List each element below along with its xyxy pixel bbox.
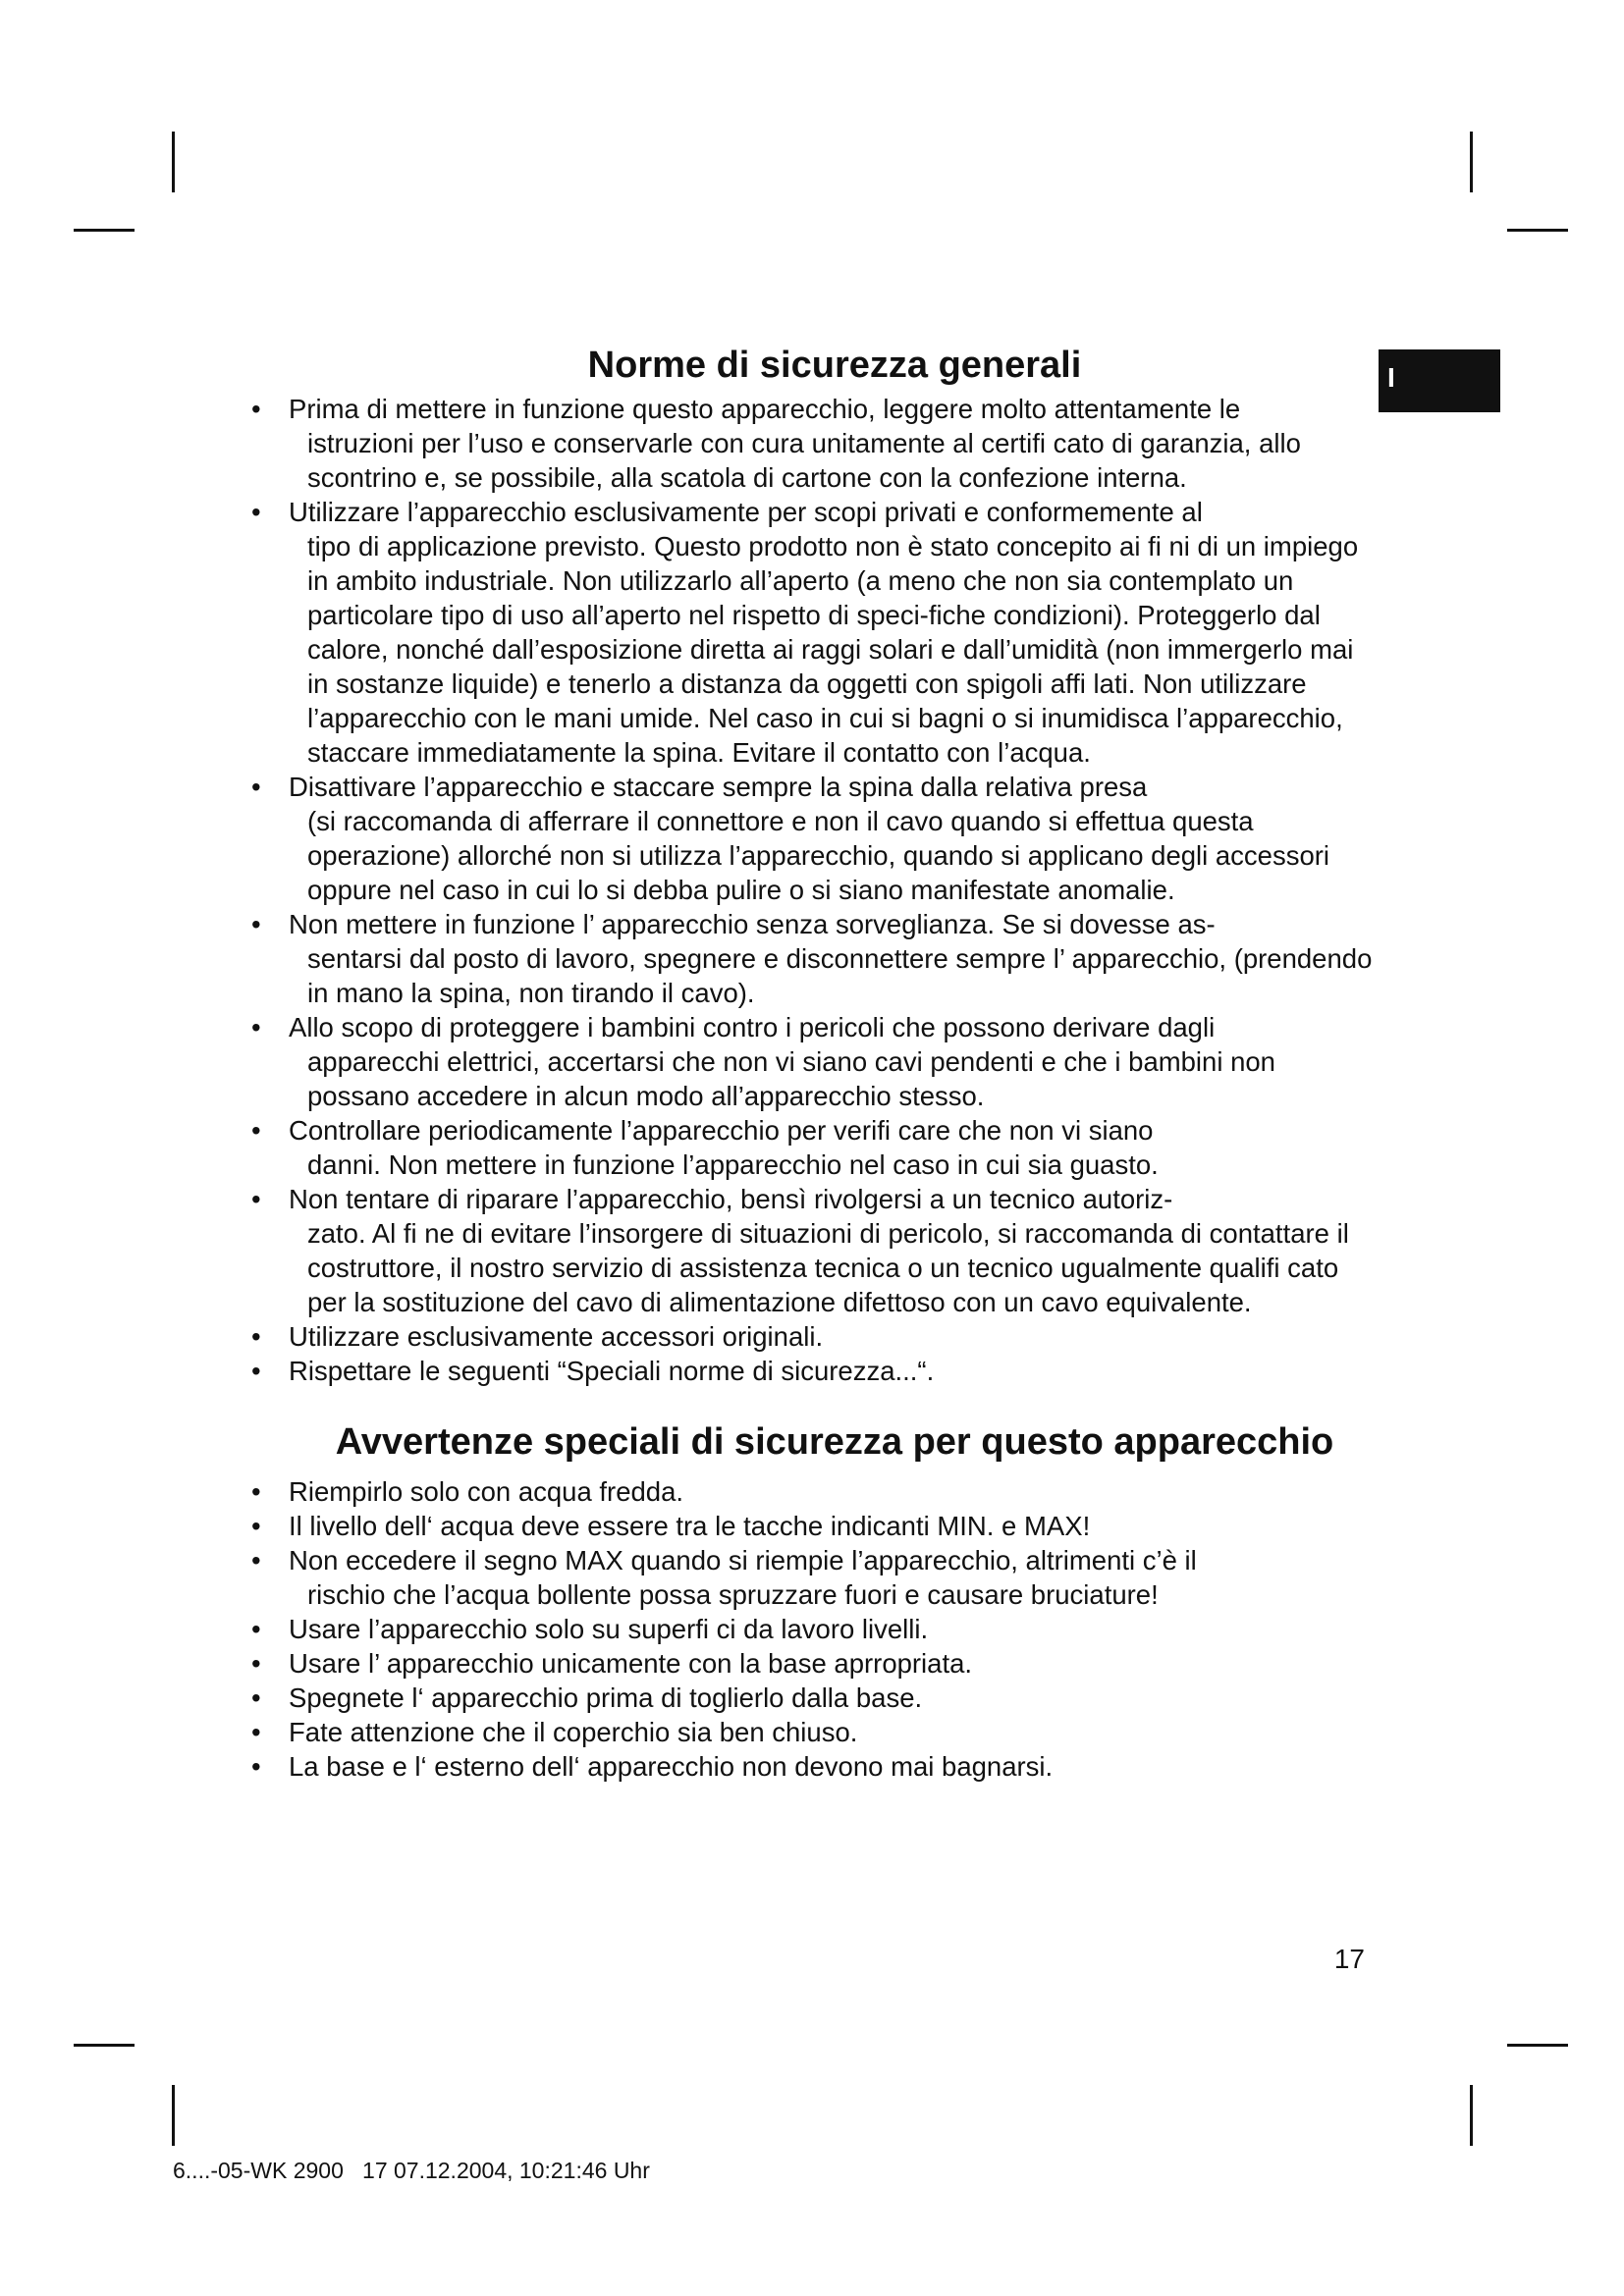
bullet-icon: •: [251, 1321, 261, 1352]
list-item: [251, 1010, 1379, 1113]
bullet-icon: •: [251, 909, 261, 939]
list-item-continuation: istruzioni per l’uso e conservarle con cura unitamente al certifi cato di garanzia, allo scontrino e, se possibile, alla scatola di cartone con la confezione interna.: [307, 428, 1301, 493]
bullet-icon: •: [251, 394, 261, 424]
bullet-icon: •: [251, 1511, 261, 1541]
list-item-text: Utilizzare esclusivamente accessori originali.: [289, 1321, 824, 1352]
list-item-text: Disattivare l’apparecchio e staccare sempre la spina dalla relativa presa: [289, 772, 1148, 802]
list-item: [251, 1113, 1379, 1182]
list-item-text: Riempirlo solo con acqua fredda.: [289, 1476, 684, 1507]
list-item-continuation: (si raccomanda di afferrare il connettore e non il cavo quando si effettua questa operazione) allorché non si utilizza l’apparecchio, quando si applicano degli accessori oppure nel caso in cui lo si debba pulire o si siano manifestate anomalie.: [307, 806, 1330, 905]
list-item-continuation: apparecchi elettrici, accertarsi che non vi siano cavi pendenti e che i bambini non possano accedere in alcun modo all’apparecchio stesso.: [307, 1046, 1275, 1111]
bullet-icon: •: [251, 1717, 261, 1747]
list-item-continuation: sentarsi dal posto di lavoro, spegnere e disconnettere sempre l’ apparecchio, (prendendo in mano la spina, non tirando il cavo).: [307, 943, 1373, 1008]
page-content: [251, 339, 1379, 1784]
section-title-general-safety: Norme di sicurezza generali: [587, 345, 1082, 386]
list-item-text: Utilizzare l’apparecchio esclusivamente per scopi privati e conformemente al: [289, 497, 1203, 527]
list-item-text: Spegnete l‘ apparecchio prima di toglierlo dalla base.: [289, 1682, 923, 1713]
list-item-continuation: zato. Al fi ne di evitare l’insorgere di situazioni di pericolo, si raccomanda di contattare il costruttore, il nostro servizio di assistenza tecnica o un tecnico ugualmente qualifi cato per la sostituzione del cavo di alimentazione difettoso con un cavo equivalente.: [307, 1218, 1349, 1317]
list-item: [251, 495, 1379, 770]
list-item-text: Usare l’apparecchio solo su superfi ci da lavoro livelli.: [289, 1614, 929, 1644]
crop-mark-top-right-horizontal: [1507, 229, 1568, 232]
list-item: [251, 1612, 1379, 1646]
list-item-continuation: danni. Non mettere in funzione l’apparecchio nel caso in cui sia guasto.: [307, 1149, 1159, 1180]
list-item-text: Controllare periodicamente l’apparecchio per verifi care che non vi siano: [289, 1115, 1154, 1146]
bullet-icon: •: [251, 1012, 261, 1042]
list-item: [251, 1474, 1379, 1509]
crop-mark-bottom-left-vertical: [172, 2085, 175, 2146]
crop-mark-top-left-vertical: [172, 132, 175, 192]
crop-mark-bottom-right-vertical: [1470, 2085, 1473, 2146]
list-item-continuation: tipo di applicazione previsto. Questo prodotto non è stato concepito ai fi ni di un impiego in ambito industriale. Non utilizzarlo all’aperto (a meno che non sia contemplato un particolare tipo di uso all’aperto nel rispetto di speci-fiche condizioni). Proteggerlo dal calore, nonché dall’esposizione diretta ai raggi solari e dall’umidità (non immergerlo mai in sostanze liquide) e tenerlo a distanza da oggetti con spigoli affi lati. Non utilizzare l’apparecchio con le mani umide. Nel caso in cui si bagni o si inumidisca l’apparecchio, staccare immediatamente la spina. Evitare il contatto con l’acqua.: [307, 531, 1359, 768]
bullet-icon: •: [251, 1545, 261, 1575]
list-item-text: Rispettare le seguenti “Speciali norme di sicurezza...“.: [289, 1356, 935, 1386]
list-item: [251, 1749, 1379, 1784]
general-safety-list: [251, 392, 1379, 1388]
list-item: [251, 1354, 1379, 1388]
list-item-text: La base e l‘ esterno dell‘ apparecchio non devono mai bagnarsi.: [289, 1751, 1054, 1782]
language-tab: I: [1379, 349, 1500, 412]
bullet-icon: •: [251, 1356, 261, 1386]
list-item-text: Prima di mettere in funzione questo apparecchio, leggere molto attentamente le: [289, 394, 1241, 424]
list-item-text: Non tentare di riparare l’apparecchio, bensì rivolgersi a un tecnico autoriz-: [289, 1184, 1173, 1214]
list-item: [251, 1319, 1379, 1354]
crop-mark-bottom-right-horizontal: [1507, 2044, 1568, 2047]
list-item: [251, 770, 1379, 907]
bullet-icon: •: [251, 1614, 261, 1644]
list-item: [251, 907, 1379, 1010]
bullet-icon: •: [251, 1184, 261, 1214]
crop-mark-top-right-vertical: [1470, 132, 1473, 192]
list-item-continuation: rischio che l’acqua bollente possa spruzzare fuori e causare bruciature!: [307, 1579, 1159, 1610]
bullet-icon: •: [251, 772, 261, 802]
section-title-special-warnings: Avvertenze speciali di sicurezza per questo apparecchio: [335, 1421, 1334, 1463]
page-number: 17: [1333, 1944, 1365, 1974]
bullet-icon: •: [251, 1682, 261, 1713]
list-item: [251, 1509, 1379, 1543]
bullet-icon: •: [251, 1115, 261, 1146]
print-footer: 6....-05-WK 2900 17 07.12.2004, 10:21:46 Uhr: [173, 2158, 650, 2183]
bullet-icon: •: [251, 497, 261, 527]
list-item: [251, 1681, 1379, 1715]
bullet-icon: •: [251, 1751, 261, 1782]
list-item: [251, 392, 1379, 495]
list-item-text: Non eccedere il segno MAX quando si riempie l’apparecchio, altrimenti c’è il: [289, 1545, 1197, 1575]
bullet-icon: •: [251, 1648, 261, 1679]
crop-mark-top-left-horizontal: [74, 229, 135, 232]
list-item-text: Usare l’ apparecchio unicamente con la base aprropriata.: [289, 1648, 973, 1679]
list-item-text: Allo scopo di proteggere i bambini contro i pericoli che possono derivare dagli: [289, 1012, 1216, 1042]
list-item: [251, 1715, 1379, 1749]
list-item: [251, 1646, 1379, 1681]
list-item: [251, 1182, 1379, 1319]
list-item-text: Fate attenzione che il coperchio sia ben chiuso.: [289, 1717, 858, 1747]
crop-mark-bottom-left-horizontal: [74, 2044, 135, 2047]
list-item-text: Non mettere in funzione l’ apparecchio senza sorveglianza. Se si dovesse as-: [289, 909, 1216, 939]
list-item: [251, 1543, 1379, 1612]
special-warnings-list: [251, 1474, 1379, 1784]
bullet-icon: •: [251, 1476, 261, 1507]
list-item-text: Il livello dell‘ acqua deve essere tra le tacche indicanti MIN. e MAX!: [289, 1511, 1091, 1541]
